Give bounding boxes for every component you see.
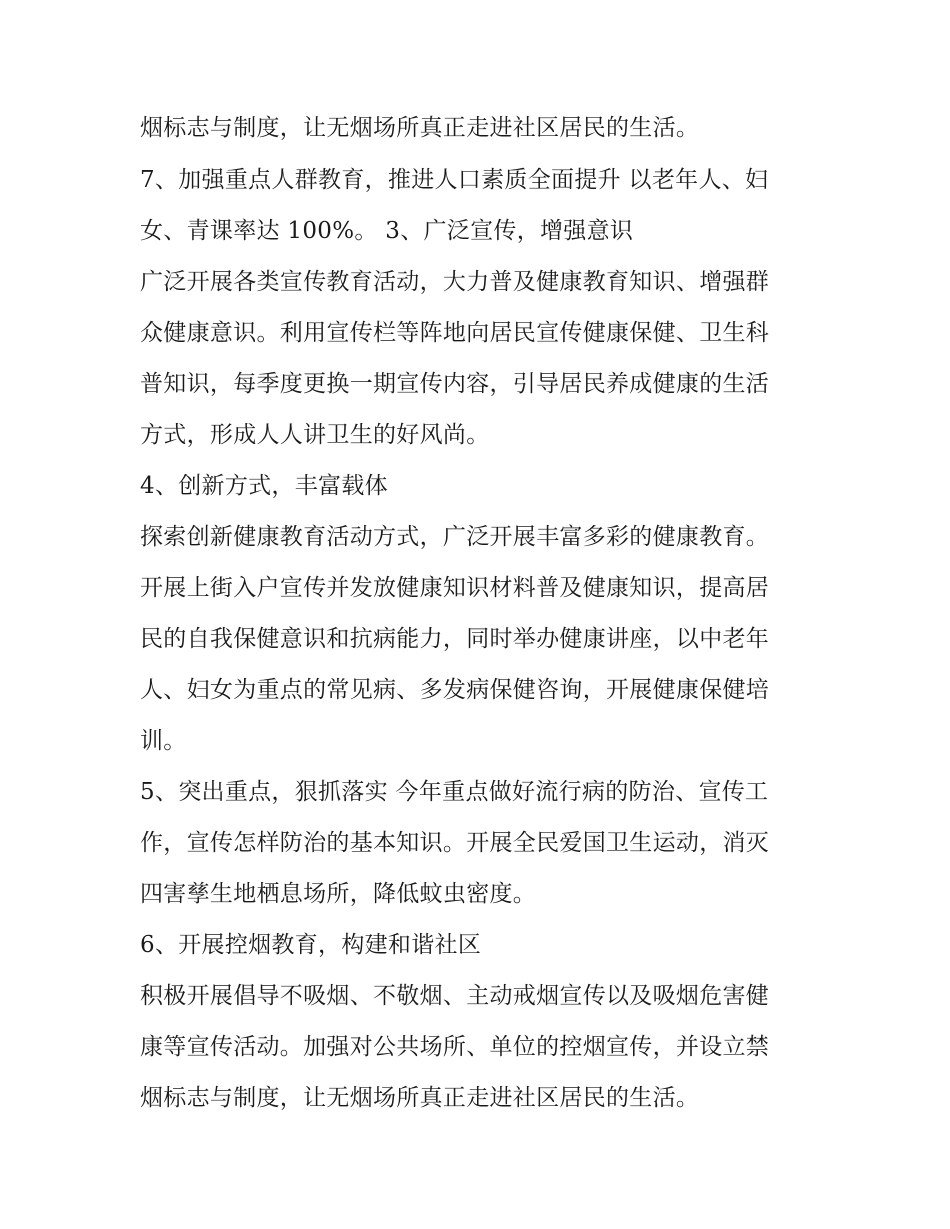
text-line: 训。 <box>140 728 187 754</box>
text-line: 方式，形成人人讲卫生的好风尚。 <box>140 422 490 448</box>
section-heading-5: 5、突出重点，狠抓落实 今年重点做好流行病的防治、宣传工 <box>140 779 769 805</box>
text-line: 四害孳生地栖息场所，降低蚊虫密度。 <box>140 881 537 907</box>
text-line: 烟标志与制度，让无烟场所真正走进社区居民的生活。 <box>140 115 700 141</box>
text-line: 民的自我保健意识和抗病能力，同时举办健康讲座，以中老年 <box>140 626 770 652</box>
text-line: 积极开展倡导不吸烟、不敬烟、主动戒烟宣传以及吸烟危害健 <box>140 983 770 1009</box>
text-line: 女、青课率达 100%。 3、广泛宣传，增强意识 <box>140 218 634 244</box>
text-line: 广泛开展各类宣传教育活动，大力普及健康教育知识、增强群 <box>140 269 770 295</box>
section-heading-4: 4、创新方式，丰富载体 <box>140 473 388 499</box>
text-line: 众健康意识。利用宣传栏等阵地向居民宣传健康保健、卫生科 <box>140 320 770 346</box>
section-heading-6: 6、开展控烟教育，构建和谐社区 <box>140 932 482 958</box>
text-line: 作，宣传怎样防治的基本知识。开展全民爱国卫生运动，消灭 <box>140 830 770 856</box>
text-line: 普知识，每季度更换一期宣传内容，引导居民养成健康的生活 <box>140 371 770 397</box>
text-line: 人、妇女为重点的常见病、多发病保健咨询，开展健康保健培 <box>140 677 770 703</box>
text-line: 烟标志与制度，让无烟场所真正走进社区居民的生活。 <box>140 1085 700 1111</box>
text-line: 探索创新健康教育活动方式，广泛开展丰富多彩的健康教育。 <box>140 524 770 550</box>
text-line: 开展上街入户宣传并发放健康知识材料普及健康知识，提高居 <box>140 575 770 601</box>
section-heading-7: 7、加强重点人群教育，推进人口素质全面提升 以老年人、妇 <box>140 167 769 193</box>
text-line: 康等宣传活动。加强对公共场所、单位的控烟宣传，并设立禁 <box>140 1034 770 1060</box>
